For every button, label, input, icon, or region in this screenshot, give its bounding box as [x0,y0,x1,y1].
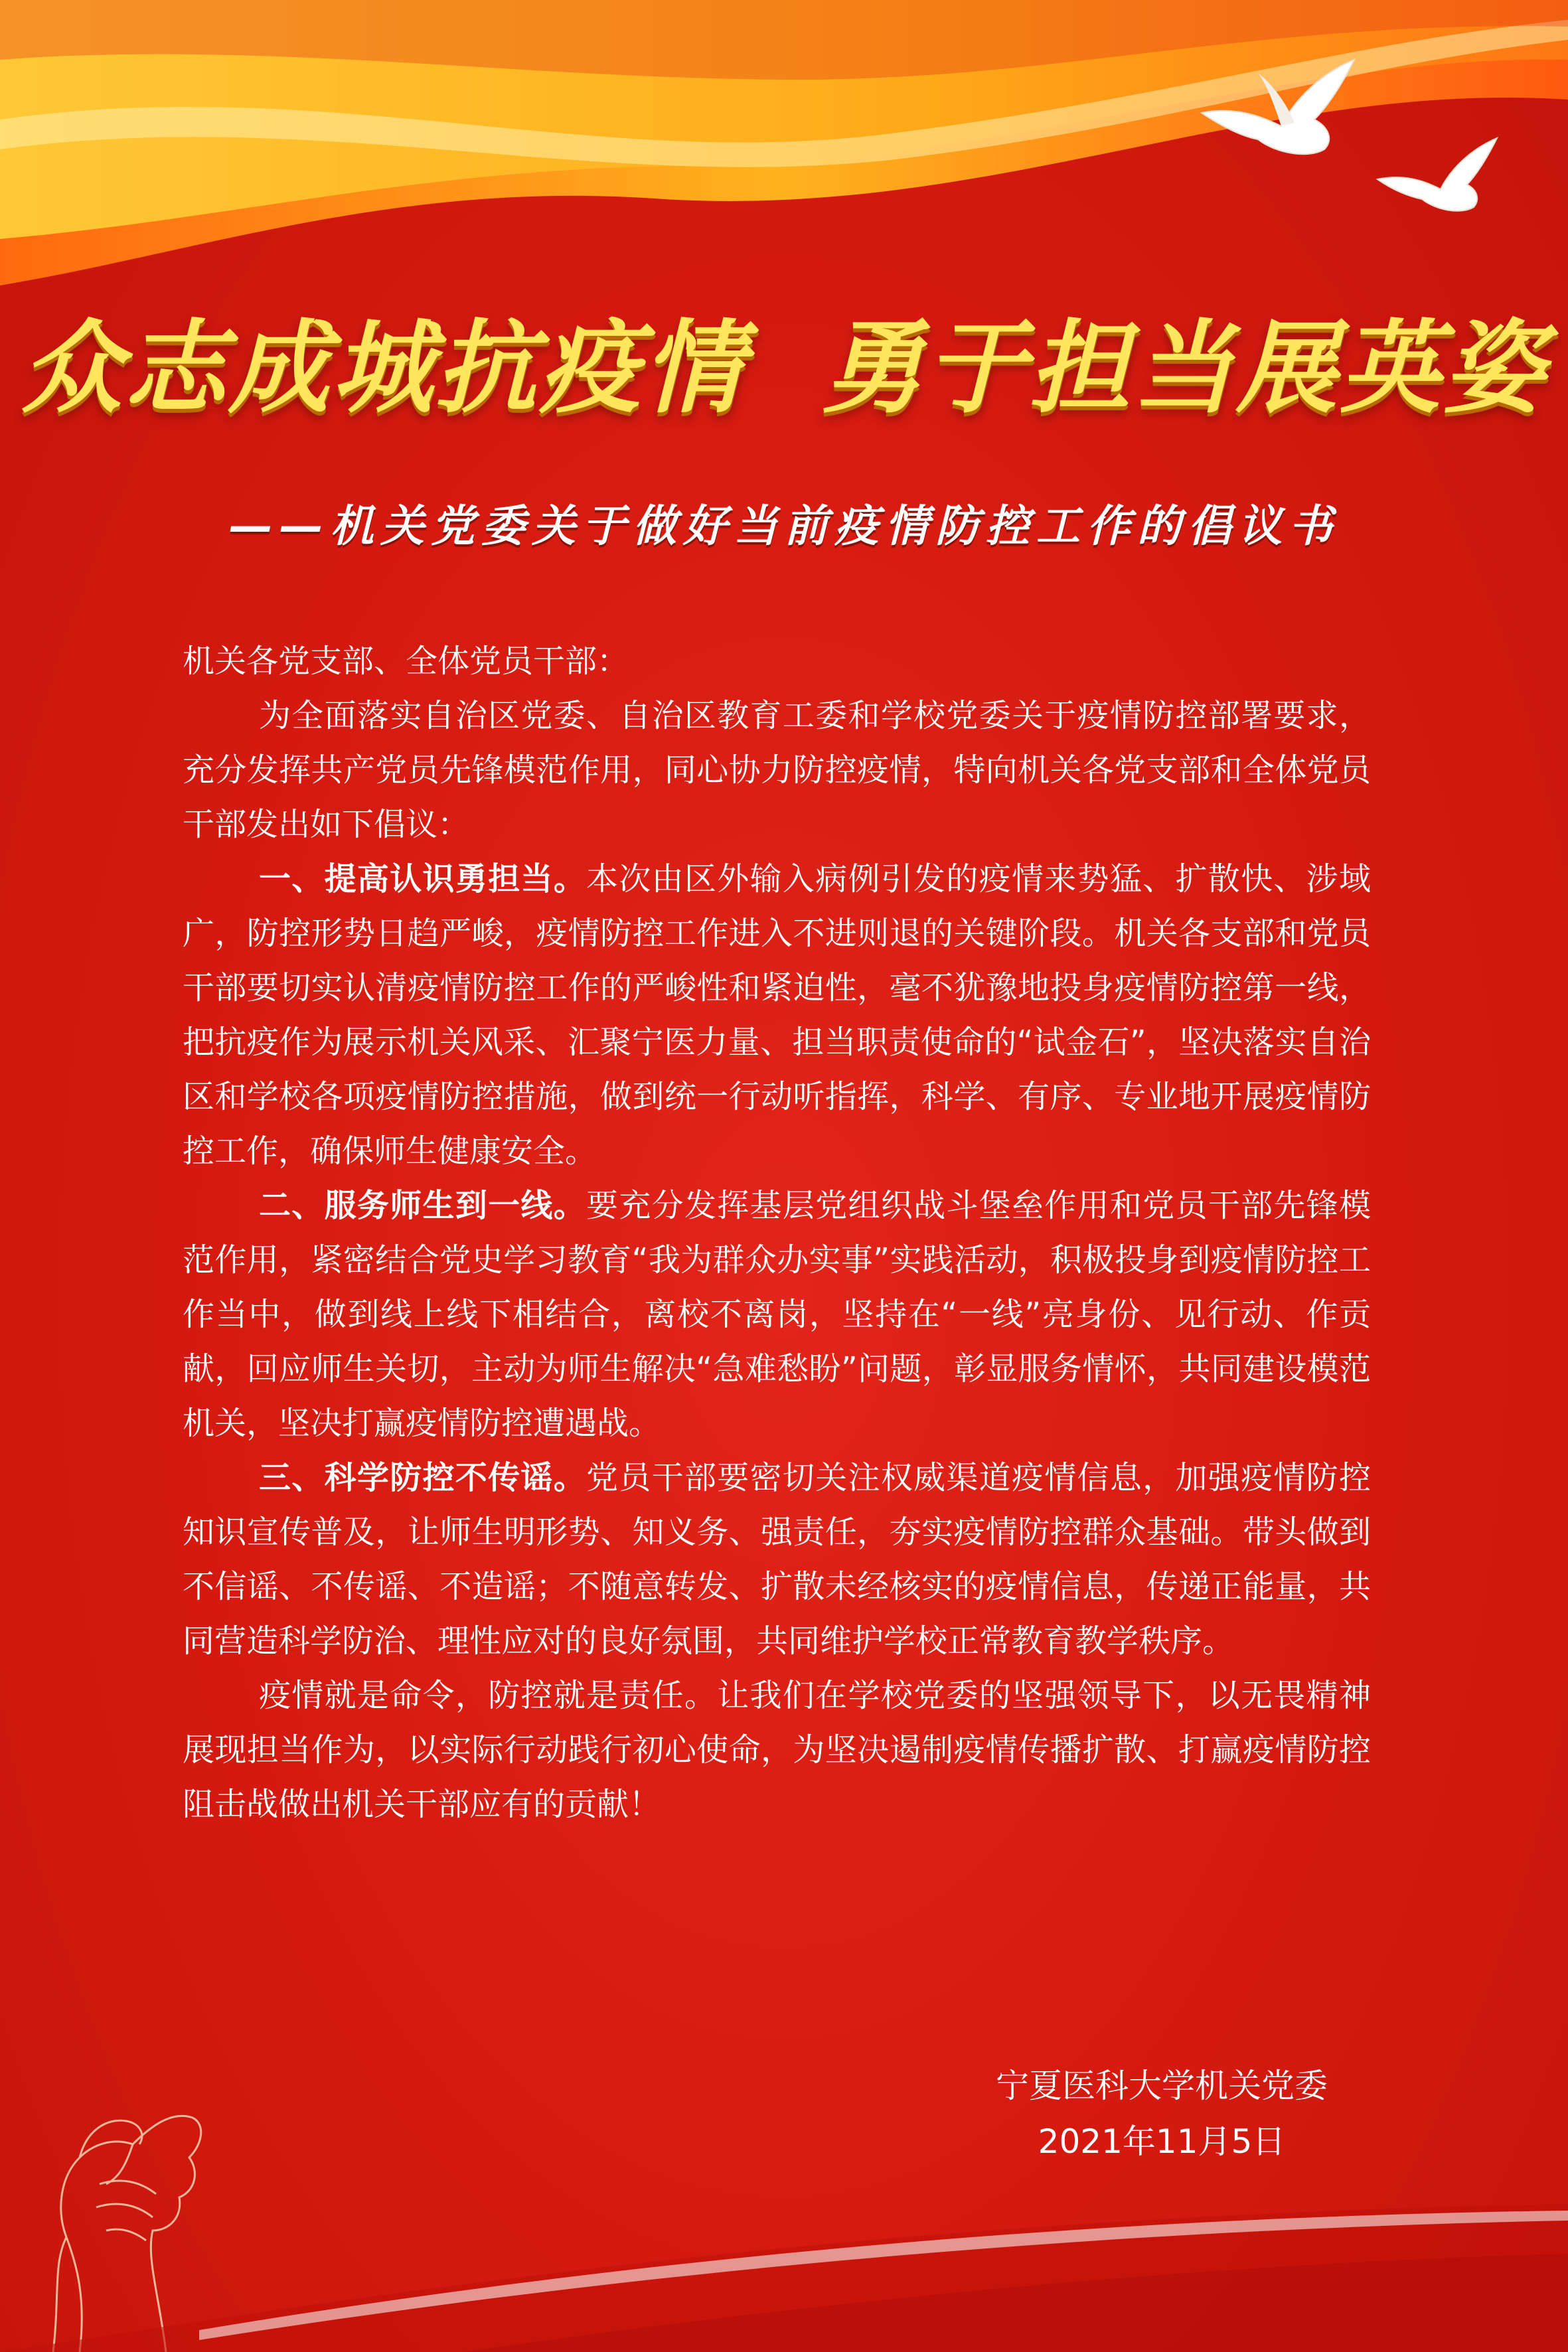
intro-paragraph: 为全面落实自治区党委、自治区教育工委和学校党委关于疫情防控部署要求，充分发挥共产党员先锋模范作用，同心协力防控疫情，特向机关各党支部和全体党员干部发出如下倡议： [183,697,1371,843]
signature-block [923,2058,1401,2169]
section-paragraph [183,1178,1371,1450]
letter-body [183,634,1371,1832]
dove-icon [1374,133,1500,219]
section-heading: 三、科学防控不传谣。 [259,1459,587,1496]
page-title: 众志成城抗疫情 勇于担当展英姿 [21,308,1547,427]
signature-organization: 宁夏医科大学机关党委 [996,2067,1328,2105]
section-paragraph [183,1450,1371,1668]
section-body: 本次由区外输入病例引发的疫情来势猛、扩散快、涉域广，防控形势日趋严峻，疫情防控工作进入不进则退的关键阶段。机关各支部和党员干部要切实认清疫情防控工作的严峻性和紧迫性，毫不犹豫地投身疫情防控第一线，把抗疫作为展示机关风采、汇聚宁医力量、担当职责使命的“试金石”，坚决落实自治区和学校各项疫情防控措施，做到统一行动听指挥，科学、有序、专业地开展疫情防控工作，确保师生健康安全。 [183,860,1371,1170]
section-body: 要充分发挥基层党组织战斗堡垒作用和党员干部先锋模范作用，紧密结合党史学习教育“我为群众办实事”实践活动，积极投身到疫情防控工作当中，做到线上线下相结合，离校不离岗，坚持在“一线”亮身份、见行动、作贡献，回应师生关切，主动为师生解决“急难愁盼”问题，彰显服务情怀，共同建设模范机关，坚决打赢疫情防控遭遇战。 [183,1187,1371,1442]
page-subtitle: ——机关党委关于做好当前疫情防控工作的倡议书 [229,501,1339,552]
section-body: 党员干部要密切关注权威渠道疫情信息，加强疫情防控知识宣传普及，让师生明形势、知义务、强责任，夯实疫情防控群众基础。带头做到不信谣、不传谣、不造谣；不随意转发、扩散未经核实的疫情信息，传递正能量，共同营造科学防治、理性应对的良好氛围，共同维护学校正常教育教学秩序。 [183,1459,1371,1660]
dove-icon [1195,53,1361,166]
section-paragraph [183,852,1371,1178]
section-heading: 二、服务师生到一线。 [259,1187,587,1224]
bottom-swoosh-decoration [0,2191,1568,2352]
closing-paragraph: 疫情就是命令，防控就是责任。让我们在学校党委的坚强领导下，以无畏精神展现担当作为，以实际行动践行初心使命，为坚决遏制疫情传播扩散、打赢疫情防控阻击战做出机关干部应有的贡献！ [183,1677,1371,1823]
salutation: 机关各党支部、全体党员干部： [183,643,629,680]
signature-date: 2021年11月5日 [1038,2122,1286,2161]
section-heading: 一、提高认识勇担当。 [259,860,587,898]
